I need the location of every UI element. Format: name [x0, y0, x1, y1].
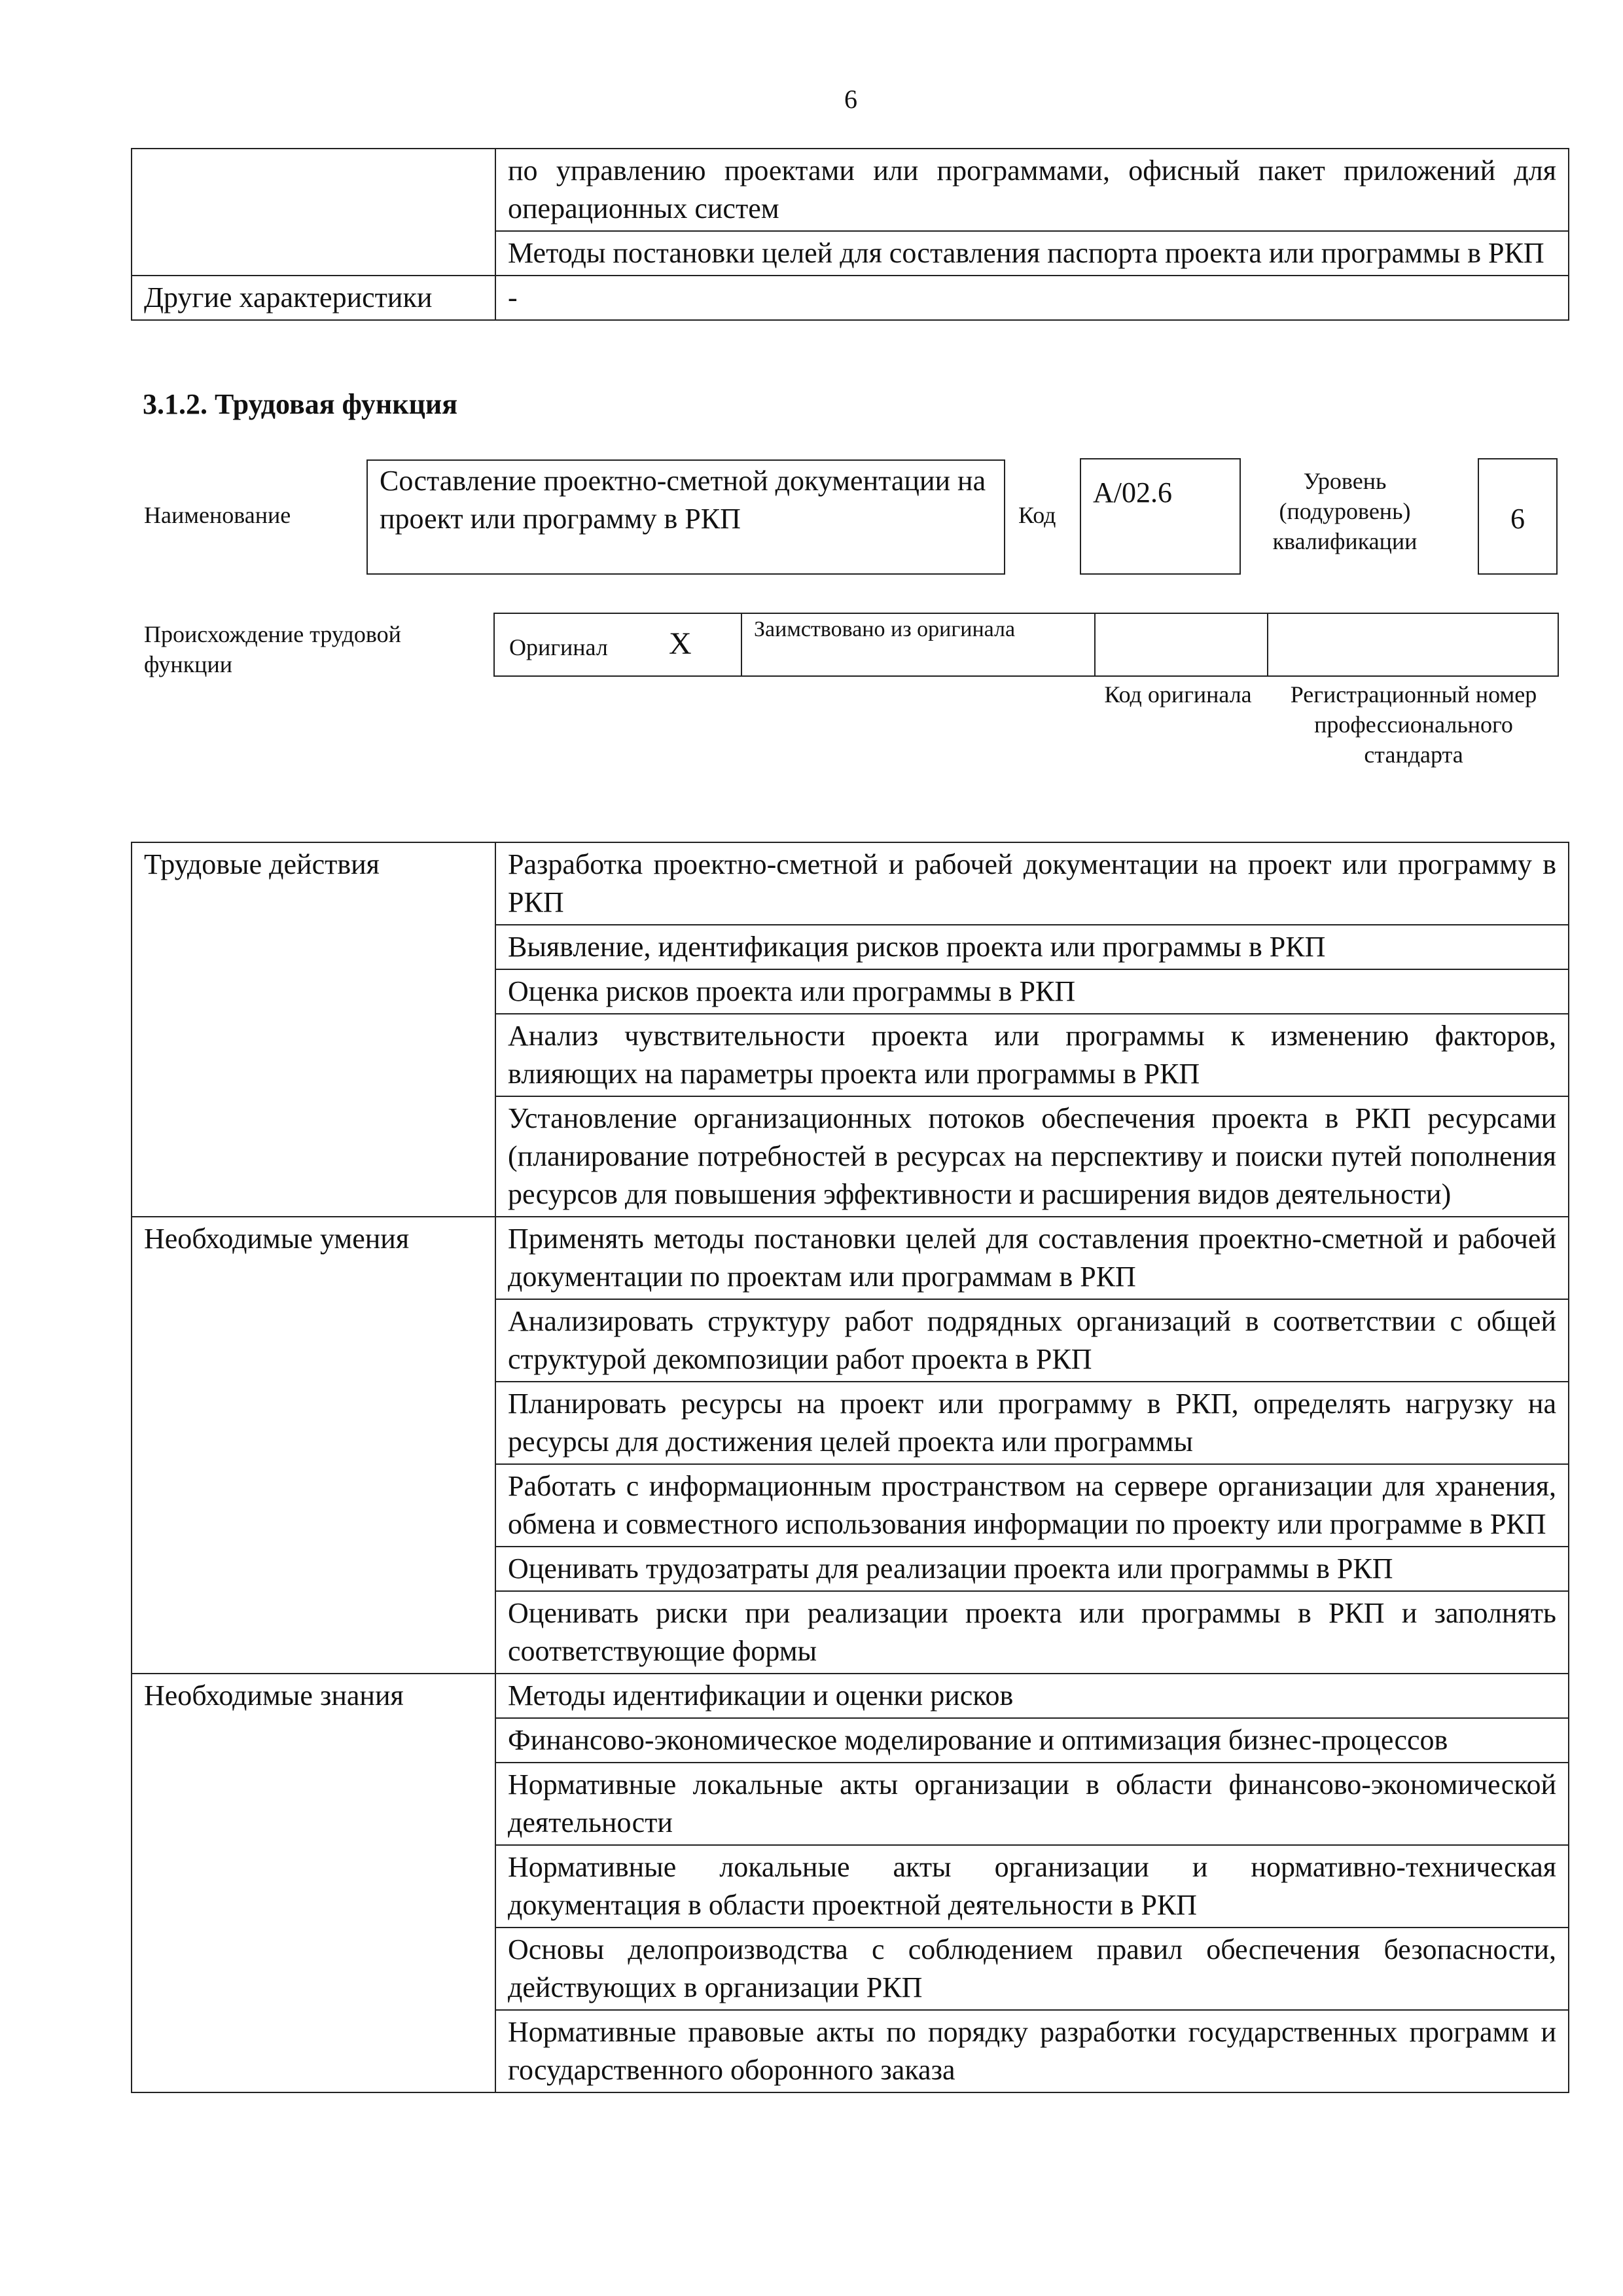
row-item: Установление организационных потоков обеспечения проекта в РКП ресурсами (планирование потребностей в ресурсах на перспективу и поиски путей пополнения ресурсов для повышения эффективности и расширения видов деятельности)	[495, 1096, 1569, 1217]
row-item: Анализ чувствительности проекта или программы к изменению факторов, влияющих на параметры проекта или программы в РКП	[495, 1014, 1569, 1096]
section-heading: 3.1.2. Трудовая функция	[143, 388, 458, 420]
row-item: Оценивать риски при реализации проекта или программы в РКП и заполнять соответствующие формы	[495, 1591, 1569, 1674]
table-row	[132, 842, 1569, 925]
row-item: Нормативные локальные акты организации и нормативно-техническая документация в области проектной деятельности в РКП	[495, 1845, 1569, 1928]
origin-divider	[1267, 614, 1268, 677]
reg-number-caption: Регистрационный номер профессионального стандарта	[1290, 681, 1537, 768]
row-item: по управлению проектами или программами, офисный пакет приложений для операционных систем	[495, 149, 1569, 231]
table-row	[132, 276, 1569, 320]
code-original-caption: Код оригинала	[1104, 681, 1252, 708]
row-label: Необходимые умения	[132, 1217, 495, 1674]
row-item: Разработка проектно-сметной и рабочей документации на проект или программу в РКП	[495, 842, 1569, 925]
code-label: Код	[1018, 502, 1056, 528]
origin-box	[493, 613, 1559, 677]
row-item: Основы делопроизводства с соблюдением правил обеспечения безопасности, действующих в организации РКП	[495, 1928, 1569, 2010]
row-label	[132, 149, 495, 276]
level-label: Уровень (подуровень) квалификации	[1272, 468, 1418, 554]
row-item: Применять методы постановки целей для составления проектно-сметной и рабочей документации по проектам или программам в РКП	[495, 1217, 1569, 1299]
page-number: 6	[844, 84, 857, 114]
row-label: Другие характеристики	[132, 276, 495, 320]
code-value: A/02.6	[1093, 476, 1172, 509]
row-item: Планировать ресурсы на проект или программу в РКП, определять нагрузку на ресурсы для достижения целей проекта или программы	[495, 1382, 1569, 1464]
original-mark: X	[669, 626, 692, 661]
name-label: Наименование	[144, 502, 291, 528]
code-value-box	[1080, 458, 1241, 575]
level-value: 6	[1510, 503, 1525, 535]
top-table	[131, 148, 1569, 321]
origin-divider	[1094, 614, 1096, 677]
table-row	[132, 1674, 1569, 1718]
row-item: Финансово-экономическое моделирование и оптимизация бизнес-процессов	[495, 1718, 1569, 1763]
row-item: Нормативные правовые акты по порядку разработки государственных программ и государственного оборонного заказа	[495, 2010, 1569, 2092]
row-item: Оценка рисков проекта или программы в РКП	[495, 969, 1569, 1014]
origin-label: Происхождение трудовой функции	[144, 621, 401, 677]
row-item: Работать с информационным пространством на сервере организации для хранения, обмена и совместного использования информации по проекту или программе в РКП	[495, 1464, 1569, 1547]
row-label: Трудовые действия	[132, 842, 495, 1217]
row-item: Нормативные локальные акты организации в области финансово-экономической деятельности	[495, 1763, 1569, 1845]
name-value: Составление проектно-сметной документации на проект или программу в РКП	[380, 465, 986, 535]
row-item: Методы постановки целей для составления паспорта проекта или программы в РКП	[495, 231, 1569, 276]
name-value-box	[366, 459, 1005, 575]
row-item: -	[495, 276, 1569, 320]
row-item: Оценивать трудозатраты для реализации проекта или программы в РКП	[495, 1547, 1569, 1591]
table-row	[132, 149, 1569, 231]
row-item: Методы идентификации и оценки рисков	[495, 1674, 1569, 1718]
main-table	[131, 842, 1569, 2093]
level-value-box	[1478, 458, 1558, 575]
row-item: Выявление, идентификация рисков проекта или программы в РКП	[495, 925, 1569, 969]
origin-divider	[741, 614, 742, 677]
row-item: Анализировать структуру работ подрядных организаций в соответствии с общей структурой декомпозиции работ проекта в РКП	[495, 1299, 1569, 1382]
original-label: Оригинал	[509, 634, 608, 660]
borrowed-label: Заимствовано из оригинала	[754, 617, 1016, 641]
row-label: Необходимые знания	[132, 1674, 495, 2092]
table-row	[132, 1217, 1569, 1299]
